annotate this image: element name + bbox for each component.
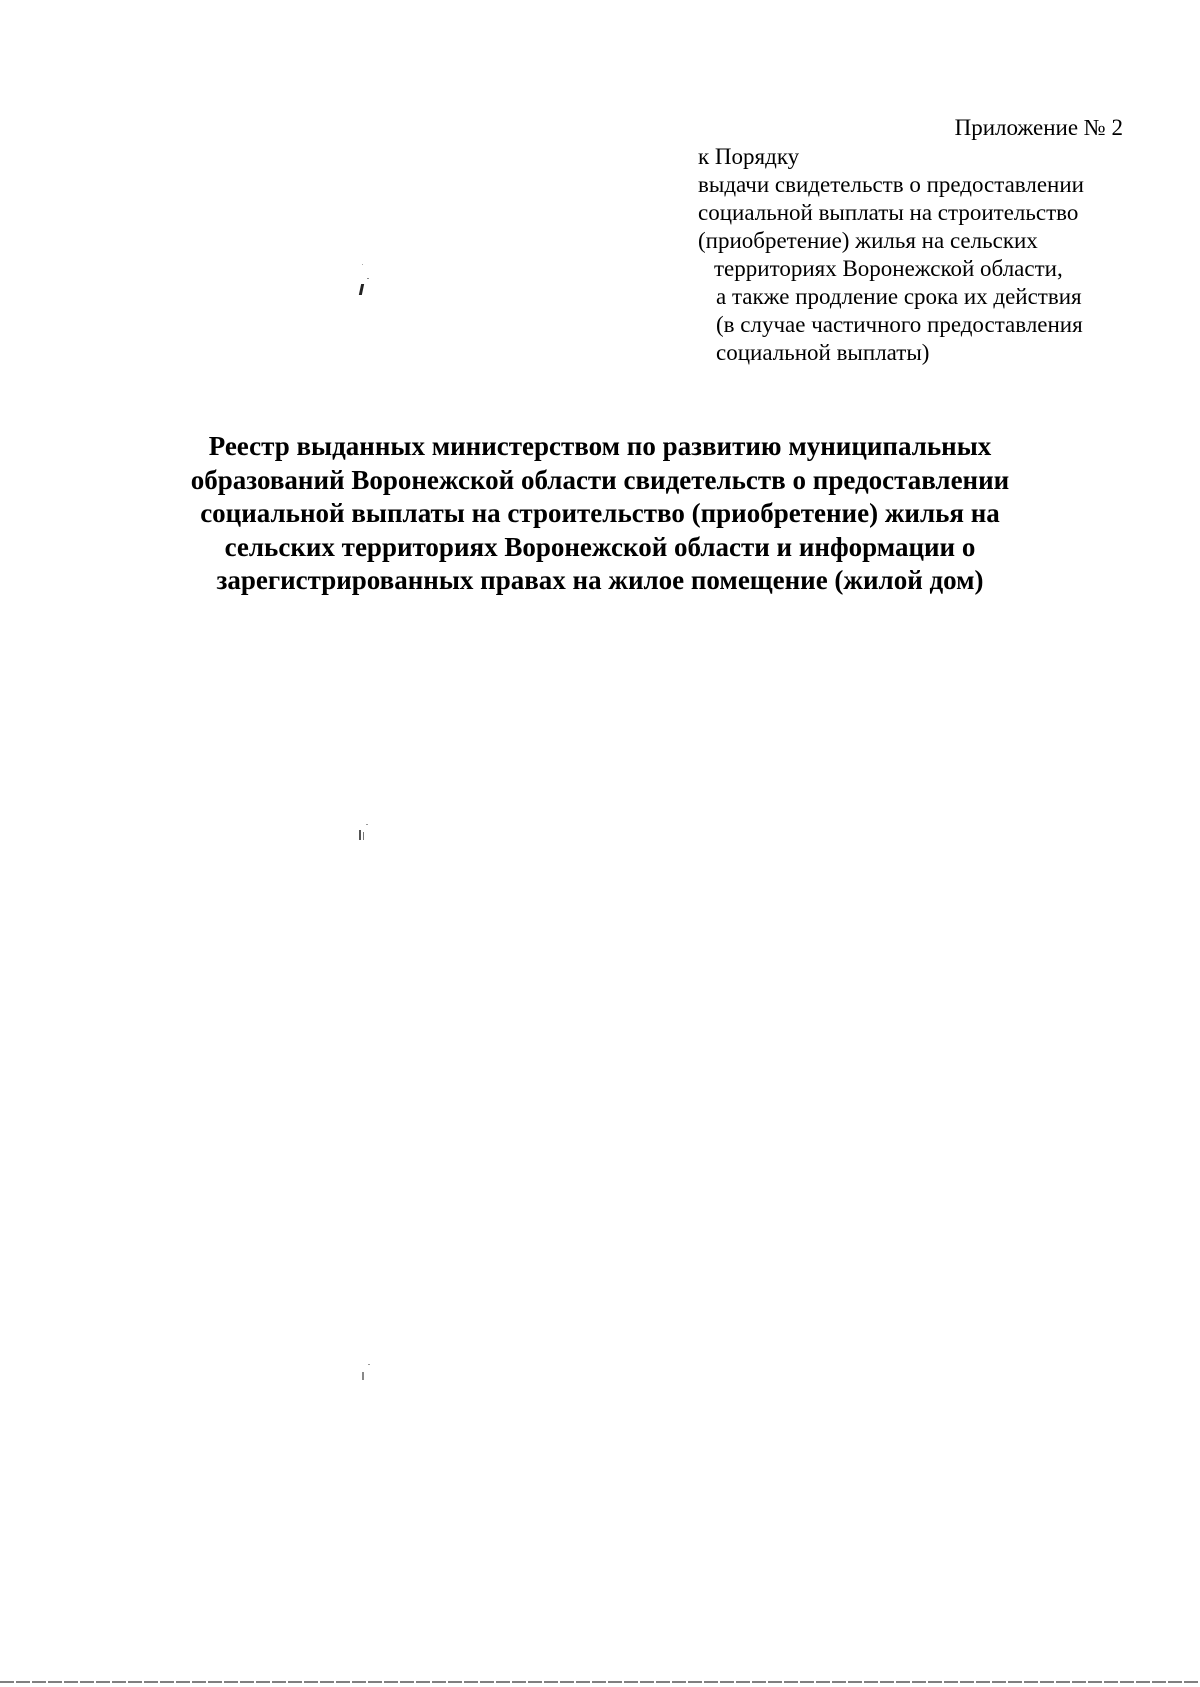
page-bottom-edge <box>0 1681 1200 1683</box>
scan-artifact <box>363 832 364 840</box>
appendix-reference-line: (в случае частичного предоставления <box>716 312 1083 337</box>
scan-artifact <box>359 830 361 840</box>
appendix-reference-line: социальной выплаты) <box>716 340 930 365</box>
scan-artifact <box>366 824 368 825</box>
appendix-reference-line: а также продление срока их действия <box>716 284 1082 309</box>
appendix-reference-line: социальной выплаты на строительство <box>698 200 1079 225</box>
document-title-line: Реестр выданных министерством по развитию муниципальных <box>208 431 992 461</box>
appendix-reference-line: территориях Воронежской области, <box>714 256 1063 281</box>
scan-artifact <box>367 278 369 279</box>
scan-artifact <box>368 1364 370 1365</box>
scan-artifact <box>359 284 364 295</box>
document-title <box>180 430 1020 598</box>
document-title-line: социальной выплаты на строительство (приобретение) жилья на <box>200 498 1000 528</box>
document-title-line: зарегистрированных правах на жилое помещение (жилой дом) <box>216 565 984 595</box>
document-title-line: образований Воронежской области свидетельств о предоставлении <box>190 464 1010 495</box>
appendix-number: Приложение № 2 <box>954 115 1123 140</box>
appendix-reference-line: выдачи свидетельств о предоставлении <box>698 172 1084 197</box>
scan-artifact <box>362 264 363 265</box>
document-title-line: сельских территориях Воронежской области и информации о <box>224 531 976 562</box>
appendix-reference-line: к Порядку <box>698 144 800 169</box>
appendix-reference <box>698 143 1168 367</box>
scan-artifact <box>362 1372 364 1380</box>
appendix-reference-line: (приобретение) жилья на сельских <box>698 228 1038 253</box>
